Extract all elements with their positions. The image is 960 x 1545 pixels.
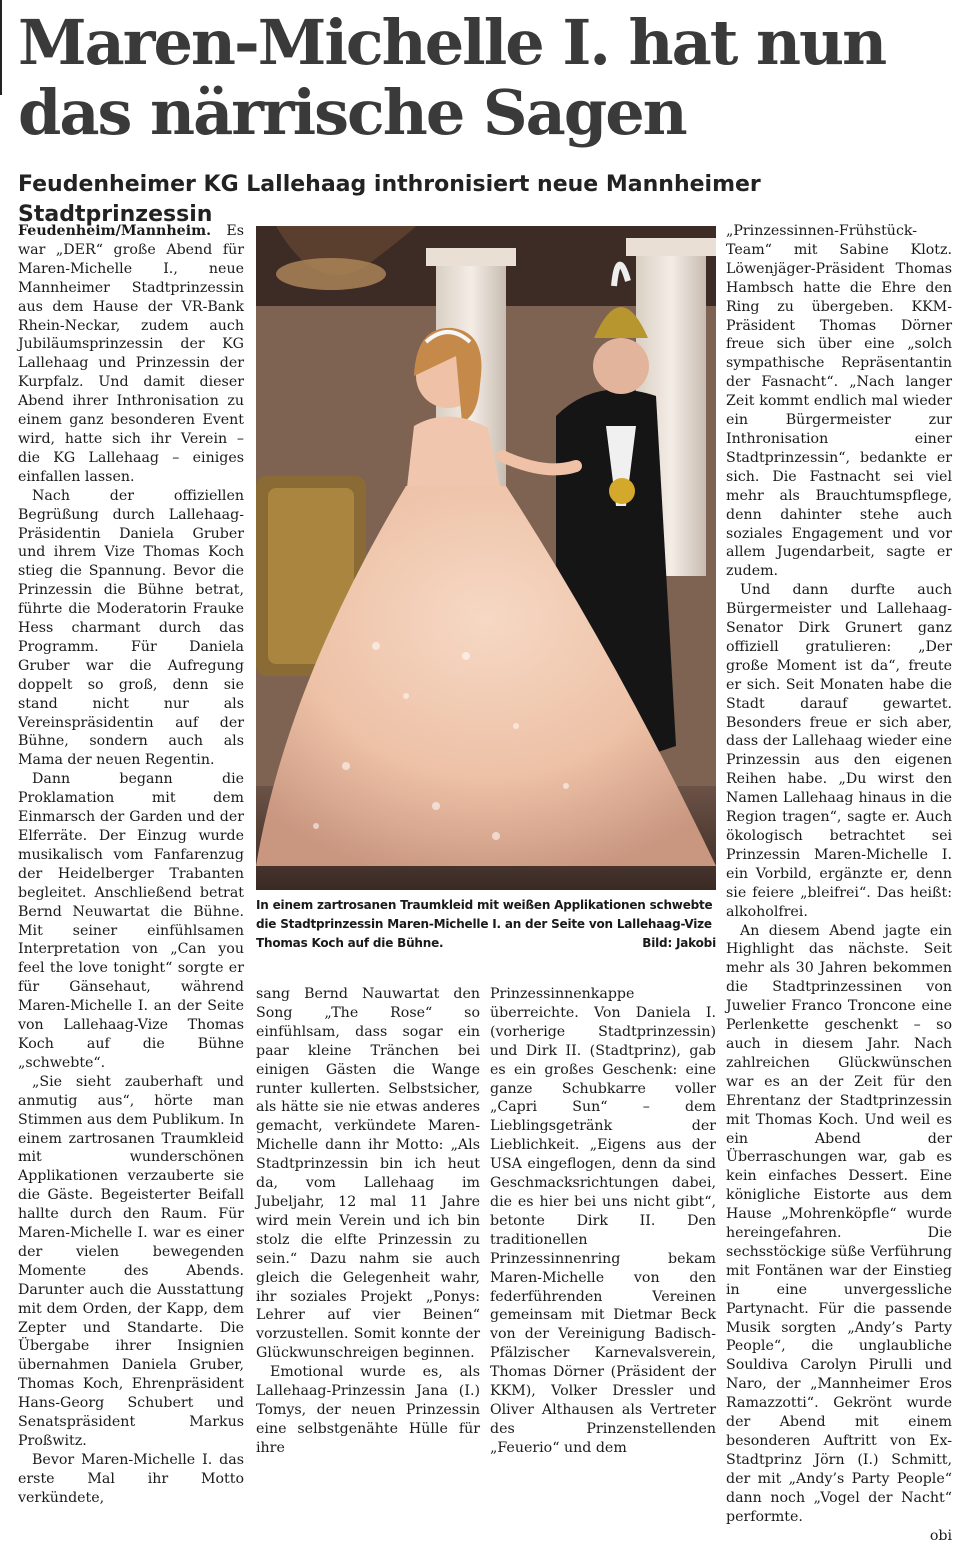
caption-text: In einem zartrosanen Traumkleid mit weißen Applikationen schwebte die Stadtprinzessin Maren-Michelle I. an der Seite von Lallehaag-Vize Thomas Koch auf die Bühne. — [256, 898, 713, 950]
photo-caption — [256, 896, 716, 953]
paragraph: „Prinzessinnen-Frühstück-Team“ mit Sabine Klotz. Löwenjäger-Präsident Thomas Hambsch hatte die Ehre den Ring zu übergeben. KKM-Präsident Thomas Dörner freue sich über eine „solch sympathische Repräsentantin der Fasnacht“. „Nach langer Zeit kommt endlich mal wieder ein Bürgermeister zur Inthronisation einer Stadtprinzessin“, bedankte er sich. Die Fastnacht sei viel mehr als Brauchtumspflege, denn dahinter stehe auch soziales Engagement und vor allem Jugendarbeit, sagte er zudem. — [726, 223, 952, 580]
paragraph-text: Es war „DER“ große Abend für Maren-Michelle I., neue Mannheimer Stadtprinzessin aus dem Hause der VR-Bank Rhein-Neckar, zudem auch Jubiläumsprinzessin der KG Lallehaag und Prinzessin der Kurpfalz. Und damit dieser Abend ihrer Inthronisation zu einem ganz besonderen Event wird, hatte sich ihr Verein – die KG Lallehaag – einiges einfallen lassen. — [18, 223, 244, 485]
article-column-1 — [18, 222, 244, 1506]
photo-illustration — [256, 226, 716, 890]
article-headline: Maren-Michelle I. hat nun das närrische Sagen — [18, 6, 886, 149]
paragraph: Bevor Maren-Michelle I. das erste Mal ihr Motto verkündete, — [18, 1451, 244, 1506]
article-photo — [256, 226, 716, 890]
paragraph: sang Bernd Nauwartat den Song „The Rose“ so einfühlsam, dass sogar ein paar kleine Tränchen bei einigen Gästen die Wange runter kullerten. Selbstsicher, als hätte sie nie etwas anderes gemacht, verkündete Maren-Michelle dann ihr Motto: „Als Stadtprinzessin bin ich heut da, vom Lallehaag im Jubeljahr, 12 mal 11 Jahre wird mein Verein und ich bin stolz die elfte Prinzessin zu sein.“ Dazu nahm sie auch gleich die Gelegenheit wahr, ihr soziales Projekt „Ponys: Lehrer auf vier Beinen“ vorzustellen. Somit konnte der Glückwunschreigen beginnen. — [256, 986, 480, 1362]
article-column-4 — [726, 222, 952, 1544]
photo-credit: Bild: Jakobi — [642, 936, 716, 950]
paragraph — [18, 222, 244, 487]
paragraph: Prinzessinnenkappe überreichte. Von Daniela I. (vorherige Stadtprinzessin) und Dirk II. (Stadtprinz), gab es ein großes Geschenk: eine ganze Schubkarre voller „Capri Sun“ – dem Lieblingsgetränk der Lieblichkeit. „Eigens aus der USA eingeflogen, denn da sind Geschmacksrichtungen dabei, die es hier bei uns nicht gibt“, betonte Dirk II. Den traditionellen Prinzessinnenring bekam Maren-Michelle von den federführenden Vereinen gemeinsam mit Dietmar Beck von der Vereinigung Badisch-Pfälzischer Karnevalsverein, Thomas Dörner (Präsident der KKM), Volker Dressler und Oliver Althausen als Vertreter des Prinzenstellenden „Feuerio“ und dem — [490, 986, 716, 1456]
paragraph: Nach der offiziellen Begrüßung durch Lallehaag-Präsidentin Daniela Gruber und ihrem Vize Thomas Koch stieg die Spannung. Bevor die Prinzessin die Bühne betrat, führte die Moderatorin Frauke Hess charmant durch das Programm. Für Daniela Gruber war die Aufregung doppelt so groß, denn sie stand nicht nur als Vereinspräsidentin auf der Bühne, sondern auch als Mama der neuen Regentin. — [18, 487, 244, 769]
paragraph: An diesem Abend jagte ein Highlight das nächste. Seit mehr als 30 Jahren bekommen die Stadtprinzessinen von Juwelier Franco Troncone eine Perlenkette geschenkt – so auch in diesem Jahr. Nach zahlreichen Glückwünschen war es an der Zeit für den Ehrentanz der Stadtprinzessin mit Thomas Koch. Und weil es ein Abend der Überraschungen war, gab es kein einfaches Dessert. Eine königliche Eistorte aus dem Hause „Mohrenköpfle“ wurde hereingefahren. Die sechsstöckige süße Verführung mit Fontänen war der Einstieg in eine unvergessliche Partynacht. Für die passende Musik sorgten „Andy’s Party People“, die unglaubliche Souldiva Carolyn Pirulli und Naro, der „Mannheimer Eros Ramazzotti“. Gekrönt wurde der Abend mit einem besonderen Auftritt von Ex-Stadtprinz Jörn (I.) Schmitt, der mit „Andy’s Party People“ dann noch „Vogel der Nacht“ performte. — [726, 922, 952, 1525]
paragraph: Und dann durfte auch Bürgermeister und Lallehaag-Senator Dirk Grunert ganz offiziell gratulieren: „Der große Moment ist da“, freute er sich. Seit Monaten habe die Stadt darauf gewartet. Besonders freue er sich aber, dass der Lallehaag wieder eine Prinzessin aus den eigenen Reihen habe. „Du wirst den Namen Lallehaag hinaus in die Region tragen“, sagte er. Auch ökologisch betrachtet sei Prinzessin Maren-Michelle I. ein Vorbild, ergänzte er, denn sie feiere „bleifrei“. Das heißt: alkoholfrei. — [726, 582, 952, 920]
article-column-3 — [490, 985, 716, 1456]
paragraph: Dann begann die Proklamation mit dem Einmarsch der Garden und der Elferräte. Der Einzug wurde musikalisch vom Fanfarenzug der Heidelberger Trabanten begleitet. Anschließend betrat Bernd Neuwartat die Bühne. Mit seiner einfühlsamen Interpretation von „Can you feel the love tonight“ sorgte er für Gänsehaut, während Maren-Michelle I. an der Seite von Lallehaag-Vize Thomas Koch auf die Bühne „schwebte“. — [18, 771, 244, 1071]
paragraph: „Sie sieht zauberhaft und anmutig aus“, hörte man Stimmen aus dem Publikum. In einem zartrosanen Traumkleid mit wunderschönen Applikationen verzauberte sie die Gäste. Begeisterter Beifall hallte durch den Raum. Für Maren-Michelle I. war es einer der vielen bewegenden Momente des Abends. Darunter auch die Ausstattung mit dem Orden, der Kapp, dem Zepter und Standarte. Die Übergabe ihrer Insignien übernahmen Daniela Gruber, Thomas Koch, Ehrenpräsident Hans-Georg Schubert und Senatspräsident Markus Proßwitz. — [18, 1073, 244, 1449]
medal-icon — [609, 478, 635, 504]
article-column-2 — [256, 985, 480, 1456]
dateline: Feudenheim/Mannheim. — [18, 223, 212, 239]
article-subheadline: Feudenheimer KG Lallehaag inthronisiert neue Mannheimer Stadtprinzessin — [18, 172, 761, 227]
author-initials: obi — [929, 1527, 952, 1544]
left-edge-rule — [0, 0, 2, 95]
man-face — [593, 338, 649, 394]
paragraph: Emotional wurde es, als Lallehaag-Prinzessin Jana (I.) Tomys, der neuen Prinzessin eine selbstgenähte Hülle für ihre — [256, 1364, 480, 1456]
